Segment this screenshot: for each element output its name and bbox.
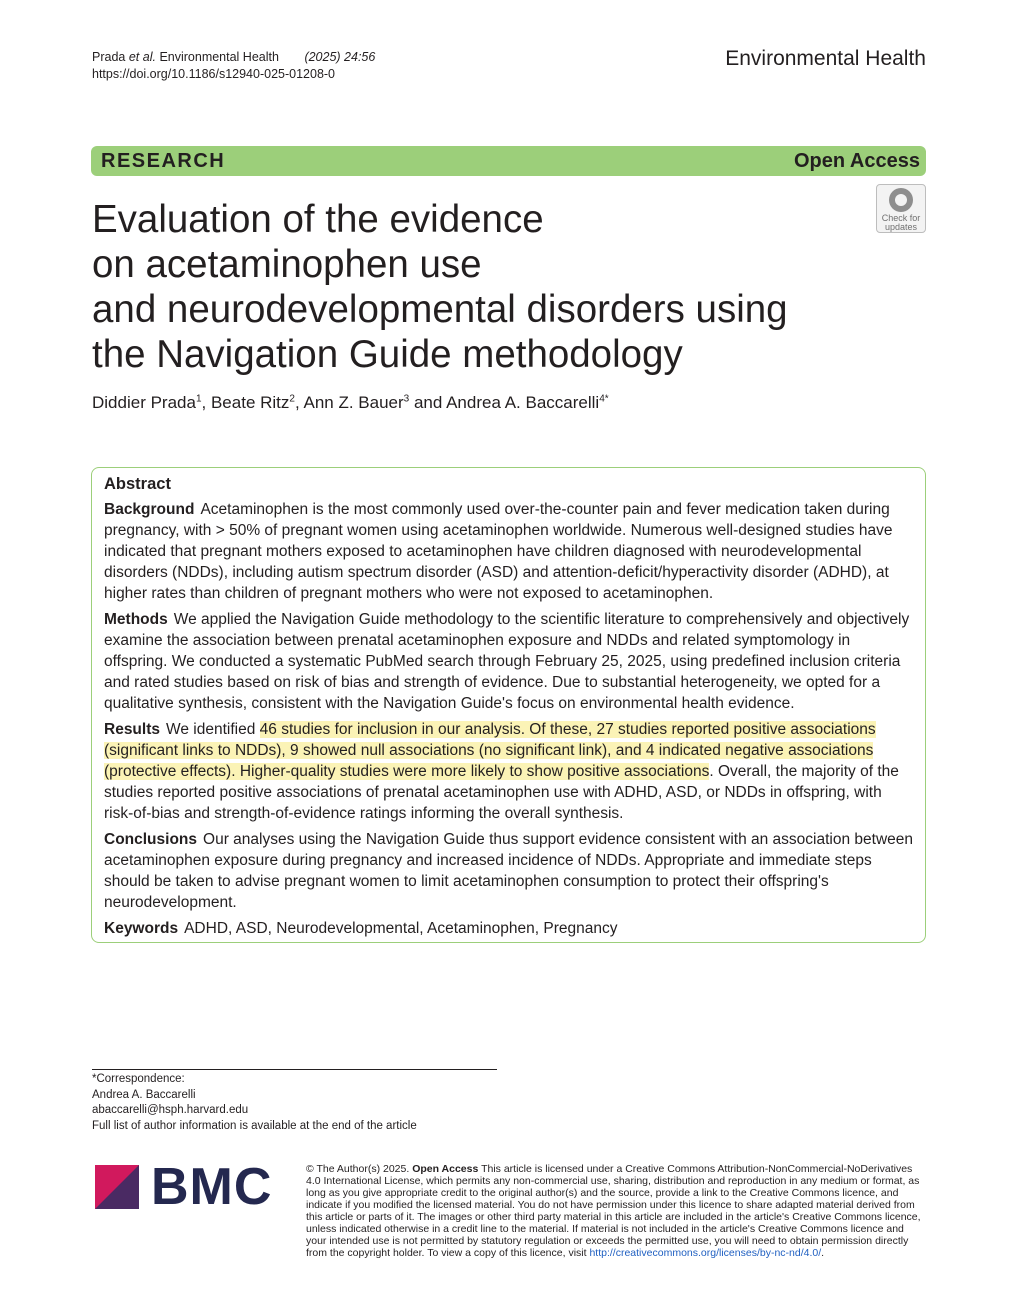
author-list xyxy=(92,393,609,413)
citation-etal: et al. xyxy=(128,50,156,64)
author-name[interactable]: Ann Z. Bauer xyxy=(303,393,404,412)
article-category: RESEARCH xyxy=(101,149,226,172)
article-type-banner xyxy=(91,146,926,176)
citation-block xyxy=(92,49,375,83)
license-prefix: © The Author(s) 2025. xyxy=(306,1163,413,1175)
correspondence-label: *Correspondence: xyxy=(92,1073,185,1085)
correspondence-name: Andrea A. Baccarelli xyxy=(92,1088,196,1101)
author-separator: and xyxy=(409,393,447,412)
author-separator: , xyxy=(201,393,211,412)
check-updates-icon xyxy=(889,188,913,212)
title-line: the Navigation Guide methodology xyxy=(92,333,683,376)
open-access-label: Open Access xyxy=(794,149,920,172)
results-highlight: 46 studies for inclusion in our analysis. Of these, 27 studies reported positive associations (significant links to NDDs), 9 showed null associations (no significant link), and 4 indicated negative associations (protective effects). Higher-quality studies were more likely to show positive associations xyxy=(104,721,876,780)
author-name[interactable]: Andrea A. Baccarelli xyxy=(446,393,600,412)
correspondence-block xyxy=(92,1072,417,1134)
bmc-logo-icon xyxy=(95,1165,139,1209)
title-line: on acetaminophen use xyxy=(92,243,482,286)
abstract-keywords xyxy=(104,918,913,939)
conclusions-text: Our analyses using the Navigation Guide thus support evidence consistent with an association between acetaminophen exposure during pregnancy and increased incidence of NDDs. Appropriate and immediate steps should be taken to advise pregnant women to limit acetaminophen consumption to protect their offspring's neurodevelopment. xyxy=(104,831,913,911)
author-affiliation: 4* xyxy=(599,393,609,405)
methods-text: We applied the Navigation Guide methodology to the scientific literature to comprehensively and objectively examine the association between prenatal acetaminophen exposure and NDDs and related symptomology in offspring. We conducted a systematic PubMed search through February 25, 2025, using predefined inclusion criteria and rated studies based on risk of bias and strength of evidence. Due to substantial heterogeneity, we opted for a qualitative synthesis, consistent with the Navigation Guide's focus on environmental health evidence. xyxy=(104,611,910,712)
title-line: Evaluation of the evidence xyxy=(92,198,544,241)
journal-name: Environmental Health xyxy=(725,47,926,70)
doi-link[interactable]: https://doi.org/10.1186/s12940-025-01208-0 xyxy=(92,67,336,81)
citation-journal: Environmental Health xyxy=(159,50,279,64)
license-link[interactable]: http://creativecommons.org/licenses/by-nc-nd/4.0/ xyxy=(589,1247,822,1259)
author-info-note: Full list of author information is available at the end of the article xyxy=(92,1119,417,1132)
results-text-post: . Overall, the majority of the studies reported positive associations of prenatal acetaminophen use with ADHD, ASD, or NDDs in offspring, with risk-of-bias and strength-of-evidence ratings informing the overall synthesis. xyxy=(104,763,899,822)
author-affiliation: 2 xyxy=(289,393,295,405)
license-open-access: Open Access xyxy=(412,1163,479,1175)
abstract-methods xyxy=(104,609,913,714)
check-updates-line1: Check for xyxy=(881,213,921,223)
article-title xyxy=(92,197,852,377)
license-text xyxy=(306,1163,926,1259)
results-label: Results xyxy=(104,721,160,738)
abstract-results xyxy=(104,719,913,824)
background-label: Background xyxy=(104,501,195,518)
check-updates-line2: updates xyxy=(884,222,918,232)
citation-volume: (2025) 24:56 xyxy=(304,50,376,64)
abstract-box xyxy=(91,467,926,943)
author-name[interactable]: Beate Ritz xyxy=(210,393,290,412)
results-text-pre: We identified xyxy=(166,721,260,738)
title-line: and neurodevelopmental disorders using xyxy=(92,288,788,331)
conclusions-label: Conclusions xyxy=(104,831,198,848)
author-separator: , xyxy=(294,393,304,412)
check-for-updates-button[interactable] xyxy=(876,184,926,233)
author-name[interactable]: Diddier Prada xyxy=(92,393,196,412)
background-text: Acetaminophen is the most commonly used over-the-counter pain and fever medication taken during pregnancy, with > 50% of pregnant women using acetaminophen worldwide. Numerous well-designed studies have indicated that pregnant mothers exposed to acetaminophen have children diagnosed with neurodevelopmental disorders (NDDs), including autism spectrum disorder (ASD) and attention-deficit/hyperactivity disorder (ADHD), at higher rates than children of pregnant mothers who were not exposed to acetaminophen. xyxy=(104,501,893,602)
license-suffix: . xyxy=(821,1247,825,1259)
check-updates-text xyxy=(877,214,925,232)
citation-authors: Prada xyxy=(92,50,129,64)
abstract-conclusions xyxy=(104,829,913,913)
author-affiliation: 1 xyxy=(195,393,202,405)
correspondence-email[interactable]: abaccarelli@hsph.harvard.edu xyxy=(92,1104,249,1116)
footnote-divider xyxy=(92,1069,497,1070)
bmc-logo-text: BMC xyxy=(151,1158,273,1216)
bmc-logo[interactable] xyxy=(95,1158,280,1216)
keywords-text: ADHD, ASD, Neurodevelopmental, Acetaminophen, Pregnancy xyxy=(184,920,618,937)
methods-label: Methods xyxy=(104,611,168,628)
abstract-heading: Abstract xyxy=(104,475,171,493)
license-body: This article is licensed under a Creative Commons Attribution-NonCommercial-NoDerivatives 4.0 International License, which permits any non-commercial use, sharing, distribution and reproduction in any medium or format, as long as you give appropriate credit to the original author(s) and the source, provide a link to the Creative Commons licence, and indicate if you modified the licensed material. You do not have permission under this licence to share adapted material derived from this article or parts of it. The images or other third party material in this article are included in the article's Creative Commons licence, unless indicated otherwise in a credit line to the material. If material is not included in the article's Creative Commons licence and your intended use is not permitted by statutory regulation or exceeds the permitted use, you will need to obtain permission directly from the copyright holder. To view a copy of this licence, visit xyxy=(306,1163,921,1259)
abstract-background xyxy=(104,499,913,604)
citation-line xyxy=(92,49,375,66)
author-affiliation: 3 xyxy=(403,393,410,405)
keywords-label: Keywords xyxy=(104,920,179,937)
